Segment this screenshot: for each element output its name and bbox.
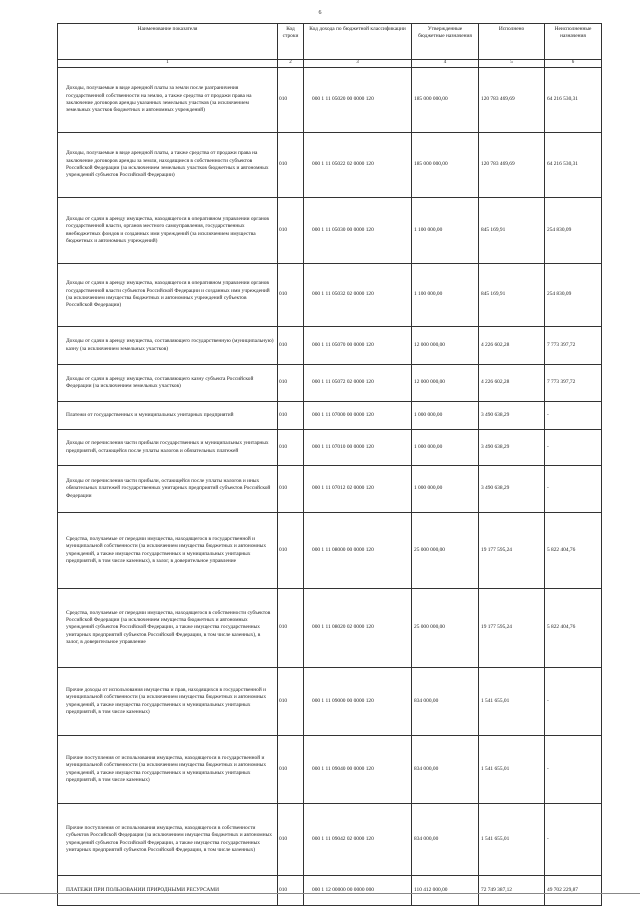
page-number: 6 [318,10,322,16]
row-executed: 1 541 655,01 [479,668,545,736]
row-kbk: 000 1 12 00000 00 0000 000 [304,876,412,906]
row-name: Доходы от сдачи в аренду имущества, составляющего казну субъекта Российской Федерации (за исключением земельных участков) [58,365,278,402]
table-row [58,736,602,804]
row-approved: 1 000 000,00 [412,430,479,466]
column-number: 1 [58,60,278,68]
column-number: 2 [278,60,304,68]
row-code: 010 [278,736,304,804]
table-row [58,876,602,906]
row-name: Доходы, получаемые в виде арендной платы за земли после разграничения государственной собственности на землю, а также средства от продажи права на заключение договоров аренды указанных земельных участков (за исключением земельных участков бюджетных и автономных учреждений) [58,68,278,133]
row-executed: 4 226 602,28 [479,365,545,402]
row-approved: 834 000,00 [412,804,479,876]
row-unexecuted: 254 830,09 [545,198,602,264]
row-approved: 12 000 000,00 [412,365,479,402]
table-row [58,198,602,264]
row-approved: 834 000,00 [412,668,479,736]
row-unexecuted: - [545,402,602,430]
row-executed: 845 169,91 [479,264,545,327]
row-unexecuted: - [545,668,602,736]
budget-revenue-table [57,23,602,906]
table-row [58,513,602,589]
row-approved: 1 100 000,00 [412,264,479,327]
row-unexecuted: 49 702 229,87 [545,876,602,906]
table-row [58,402,602,430]
row-name: Прочие поступления от использования имущества, находящегося в государственной и муниципальной собственности (за исключением имущества бюджетных и автономных учреждений, а также имущества государственных и муниципальных унитарных предприятий, в том числе казенных) [58,736,278,804]
table-row [58,466,602,513]
column-number: 5 [479,60,545,68]
table-row [58,589,602,668]
row-unexecuted: - [545,430,602,466]
row-approved: 1 000 000,00 [412,402,479,430]
row-kbk: 000 1 11 07000 00 0000 120 [304,402,412,430]
row-name: Средства, получаемые от передачи имущества, находящегося в государственной и муниципальной собственности (за исключением имущества бюджетных и автономных учреждений, а также имущества государственных и муниципальных унитарных предприятий, в том числе казенных), в залог, в доверительное управление [58,513,278,589]
row-name: Прочие доходы от использования имущества и прав, находящихся в государственной и муниципальной собственности (за исключением имущества бюджетных и автономных учреждений, а также имущества государственных и муниципальных унитарных предприятий, в том числе казенных) [58,668,278,736]
row-kbk: 000 1 11 08020 02 0000 120 [304,589,412,668]
column-number: 3 [304,60,412,68]
row-approved: 1 000 000,00 [412,466,479,513]
row-approved: 185 000 000,00 [412,133,479,198]
row-executed: 19 177 595,24 [479,589,545,668]
row-code: 010 [278,198,304,264]
row-kbk: 000 1 11 05070 00 0000 120 [304,327,412,365]
row-executed: 845 169,91 [479,198,545,264]
row-executed: 3 490 638,29 [479,466,545,513]
header-code: Код строки [278,24,304,60]
row-approved: 25 000 000,00 [412,589,479,668]
table-row [58,668,602,736]
row-unexecuted: 5 822 404,76 [545,589,602,668]
row-name: Доходы от перечисления части прибыли государственных и муниципальных унитарных предприятий, остающейся после уплаты налогов и обязательных платежей [58,430,278,466]
row-name: Доходы от сдачи в аренду имущества, находящегося в оперативном управлении органов государственной власти, органов местного самоуправления, государственных внебюджетных фондов и созданных ими учреждений (за исключением имущества бюджетных и автономных учреждений) [58,198,278,264]
row-kbk: 000 1 11 09042 02 0000 120 [304,804,412,876]
page-bottom-rule [0,893,640,894]
row-kbk: 000 1 11 05072 02 0000 120 [304,365,412,402]
row-code: 010 [278,430,304,466]
header-name: Наименование показателя [58,24,278,60]
table-row [58,68,602,133]
row-unexecuted: 7 773 397,72 [545,365,602,402]
row-executed: 19 177 595,24 [479,513,545,589]
row-code: 010 [278,68,304,133]
row-executed: 1 541 655,01 [479,736,545,804]
row-approved: 12 000 000,00 [412,327,479,365]
column-number: 4 [412,60,479,68]
row-kbk: 000 1 11 07010 00 0000 120 [304,430,412,466]
table-body [58,68,602,906]
column-number: 6 [545,60,602,68]
table-row [58,804,602,876]
row-approved: 25 000 000,00 [412,513,479,589]
table-row [58,430,602,466]
header-approved: Утвержденные бюджетные назначения [412,24,479,60]
column-number-row [58,60,602,68]
header-executed: Исполнено [479,24,545,60]
row-kbk: 000 1 11 09000 00 0000 120 [304,668,412,736]
row-name: Доходы от сдачи в аренду имущества, находящегося в оперативном управлении органов государственной власти субъектов Российской Федерации и созданных ими учреждений (за исключением имущества бюджетных и автономных учреждений субъектов Российской Федерации) [58,264,278,327]
row-code: 010 [278,513,304,589]
row-name: ПЛАТЕЖИ ПРИ ПОЛЬЗОВАНИИ ПРИРОДНЫМИ РЕСУРСАМИ [58,876,278,906]
row-executed: 1 541 655,01 [479,804,545,876]
row-code: 010 [278,264,304,327]
table-row [58,264,602,327]
table-row [58,365,602,402]
row-code: 010 [278,133,304,198]
row-executed: 4 226 602,28 [479,327,545,365]
row-executed: 120 783 469,69 [479,68,545,133]
row-unexecuted: 5 822 404,76 [545,513,602,589]
row-name: Доходы от сдачи в аренду имущества, составляющего государственную (муниципальную) казну (за исключением земельных участков) [58,327,278,365]
header-kbk: Код дохода по бюджетной классификации [304,24,412,60]
row-kbk: 000 1 11 05030 00 0000 120 [304,198,412,264]
row-approved: 110 412 000,00 [412,876,479,906]
row-kbk: 000 1 11 07012 02 0000 120 [304,466,412,513]
row-code: 010 [278,365,304,402]
table-row [58,327,602,365]
row-approved: 834 000,00 [412,736,479,804]
row-code: 010 [278,876,304,906]
row-unexecuted: - [545,736,602,804]
table-row [58,133,602,198]
row-code: 010 [278,589,304,668]
row-unexecuted: - [545,466,602,513]
row-unexecuted: 254 830,09 [545,264,602,327]
row-unexecuted: - [545,804,602,876]
row-code: 010 [278,402,304,430]
row-executed: 72 749 387,12 [479,876,545,906]
row-name: Средства, получаемые от передачи имущества, находящегося в собственности субъектов Российской Федерации (за исключением имущества бюджетных и автономных учреждений субъектов Российской Федерации, а также имущества государственных унитарных предприятий субъектов Российской Федерации, в том числе казенных), в залог, в доверительное управление [58,589,278,668]
row-unexecuted: 7 773 397,72 [545,327,602,365]
row-code: 010 [278,668,304,736]
row-kbk: 000 1 11 05022 02 0000 120 [304,133,412,198]
row-kbk: 000 1 11 08000 00 0000 120 [304,513,412,589]
row-unexecuted: 64 216 530,31 [545,68,602,133]
row-executed: 3 490 638,29 [479,402,545,430]
row-approved: 1 100 000,00 [412,198,479,264]
row-name: Прочие поступления от использования имущества, находящегося в собственности субъектов Российской Федерации (за исключением имущества бюджетных и автономных учреждений субъектов Российской Федерации, а также имущества государственных унитарных предприятий субъектов Российской Федерации, в том числе казенных) [58,804,278,876]
row-kbk: 000 1 11 05032 02 0000 120 [304,264,412,327]
row-name: Доходы, получаемые в виде арендной платы, а также средства от продажи права на заключение договоров аренды за земли, находящиеся в собственности субъектов Российской Федерации (за исключением земельных участков бюджетных и автономных учреждений субъектов Российской Федерации) [58,133,278,198]
row-kbk: 000 1 11 09040 00 0000 120 [304,736,412,804]
row-name: Доходы от перечисления части прибыли, остающейся после уплаты налогов и иных обязательных платежей государственных унитарных предприятий субъектов Российской Федерации [58,466,278,513]
row-executed: 120 783 469,69 [479,133,545,198]
row-kbk: 000 1 11 05020 00 0000 120 [304,68,412,133]
row-unexecuted: 64 216 530,31 [545,133,602,198]
row-approved: 185 000 000,00 [412,68,479,133]
header-unexecuted: Неисполненные назначения [545,24,602,60]
header-row [58,24,602,60]
row-code: 010 [278,466,304,513]
row-name: Платежи от государственных и муниципальных унитарных предприятий [58,402,278,430]
row-code: 010 [278,804,304,876]
row-executed: 3 490 638,29 [479,430,545,466]
row-code: 010 [278,327,304,365]
